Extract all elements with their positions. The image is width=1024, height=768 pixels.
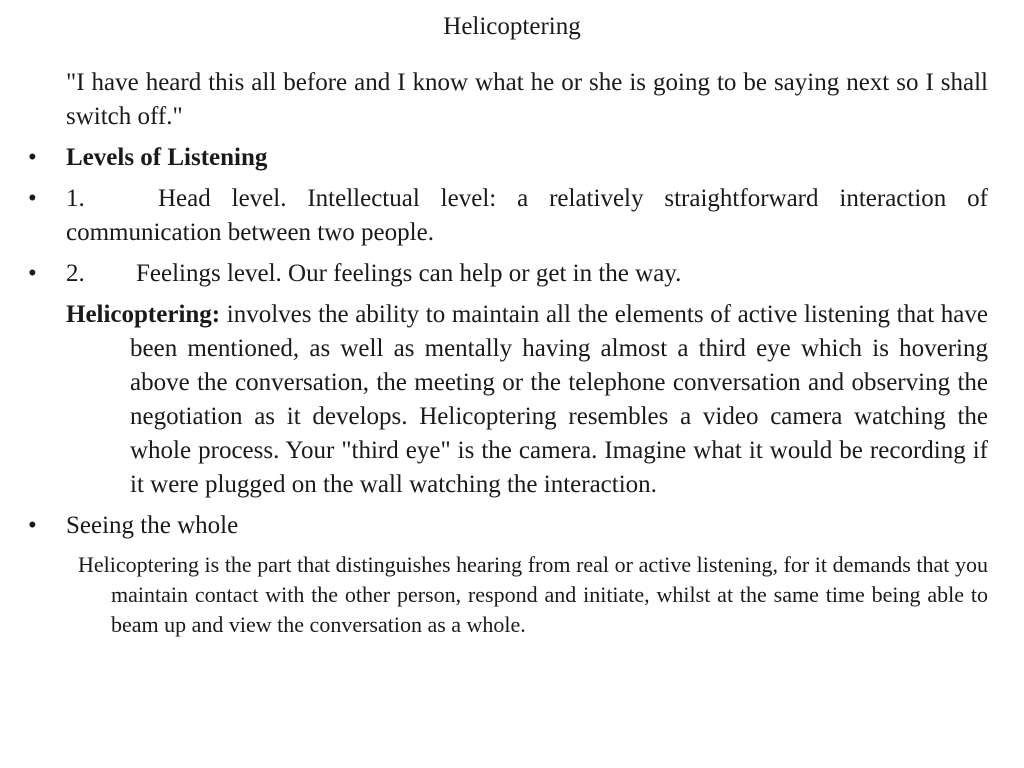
levels-heading: Levels of Listening [66, 144, 268, 171]
slide-title: Helicoptering [443, 13, 581, 40]
bullet-seeing-the-whole [22, 509, 988, 543]
bullet-helicoptering [22, 298, 988, 502]
bullet-dot-icon: • [28, 260, 37, 287]
bullet-dot-icon: • [28, 512, 37, 539]
item-number: 1. [66, 185, 85, 212]
bullet-levels-of-listening [22, 141, 988, 175]
bullet-feelings-level [22, 257, 988, 291]
seeing-the-whole-text: Seeing the whole [66, 512, 239, 539]
helicoptering-definition: involves the ability to maintain all the elements of active listening that have been mentioned, as well as mentally having almost a third eye which is hovering above the conversation, the meeting or the telephone conversation and observing the negotiation as it develops. Helicoptering resembles a video camera watching the whole process. Your "third eye" is the camera. Imagine what it would be recording if it were plugged on the wall watching the interaction. [130, 301, 988, 498]
feelings-level-text: Feelings level. Our feelings can help or get in the way. [136, 260, 682, 287]
head-level-text: Head level. Intellectual level: a relatively straightforward interaction of communication between two people. [66, 185, 988, 246]
bullet-dot-icon: • [28, 185, 37, 212]
bullet-head-level [22, 182, 988, 250]
seeing-the-whole-paragraph: Helicoptering is the part that distinguishes hearing from real or active listening, for it demands that you maintain contact with the other person, respond and initiate, whilst at the same time being able to beam up and view the conversation as a whole. [78, 552, 988, 637]
item-number: 2. [66, 260, 85, 287]
bullet-dot-icon: • [28, 144, 37, 171]
intro-quote: "I have heard this all before and I know what he or she is going to be saying next so I shall switch off." [66, 69, 988, 130]
slide-body [22, 66, 988, 640]
helicoptering-term: Helicoptering: [66, 301, 221, 328]
